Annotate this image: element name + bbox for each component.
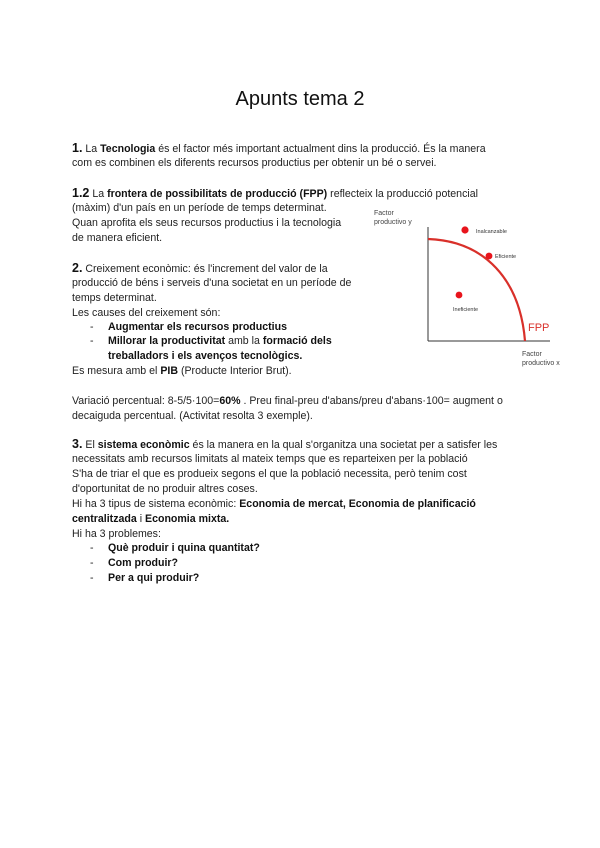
section-1-2-number: 1.2 xyxy=(72,186,90,200)
section-1-2-line-4: de manera eficient. xyxy=(72,232,163,244)
section-1-2-line-3: Quan aprofita els seus recursos productius i la tecnologia xyxy=(72,217,342,229)
section-3-line-2: necessitats amb recursos limitats al mateix temps que es reparteixen per la població xyxy=(72,453,468,465)
measure-line: Es mesura amb el PIB (Producte Interior Brut). xyxy=(72,365,292,377)
section-2-number: 2. xyxy=(72,261,83,275)
section-3-line-1: 3. El sistema econòmic és la manera en la qual s'organitza una societat per a satisfer les xyxy=(72,437,498,451)
fpp-label: FPP xyxy=(528,322,550,334)
bullet-dash: - xyxy=(90,557,94,569)
variation-line-1: Variació percentual: 8-5/5·100=60% . Preu final-preu d'abans/preu d'abans·100= augment o xyxy=(72,395,503,407)
problem-item-2: - Com produir? xyxy=(90,557,179,569)
problem-item-3: - Per a qui produir? xyxy=(90,572,200,584)
fpp-term: frontera de possibilitats de producció (FPP) xyxy=(107,188,328,200)
point-eficiente xyxy=(486,253,493,260)
point-inalcanzable xyxy=(461,226,468,233)
sistema-economic-term: sistema econòmic xyxy=(97,439,190,451)
cause-item-2-line-2: treballadors i els avenços tecnològics. xyxy=(108,350,303,362)
bullet-dash: - xyxy=(90,321,94,333)
point-ineficiente xyxy=(456,292,463,299)
bullet-dash: - xyxy=(90,335,94,347)
page-title: Apunts tema 2 xyxy=(235,88,365,110)
section-3-line-3: S'ha de triar el que es produeix segons el que la població necessita, però tenim cost xyxy=(72,468,467,480)
problems-intro: Hi ha 3 problemes: xyxy=(72,528,161,540)
section-3-line-4: d'oportunitat de no produir altres coses. xyxy=(72,483,258,495)
label-inalcanzable: Inalcanzable xyxy=(476,229,507,235)
section-1-2-line-2: (màxim) d'un país en un període de temps determinat. xyxy=(72,202,327,214)
section-1-line-2: com es combinen els diferents recursos productius per obtenir un bé o servei. xyxy=(72,157,437,169)
x-axis-label-2: productivo x xyxy=(522,360,560,367)
section-2-line-1: 2. Creixement econòmic: és l'increment del valor de la xyxy=(72,261,328,275)
variation-line-2: decaiguda percentual. (Activitat resolta 3 exemple). xyxy=(72,410,313,422)
y-axis-label-1: Factor xyxy=(374,210,394,217)
section-3-number: 3. xyxy=(72,437,83,451)
problem-item-1: - Què produir i quina quantitat? xyxy=(90,542,260,554)
bullet-dash: - xyxy=(90,542,94,554)
cause-item-1: - Augmentar els recursos productius xyxy=(90,321,287,333)
label-eficiente: Eficiente xyxy=(495,254,517,260)
section-1-2-line-1: 1.2 La frontera de possibilitats de producció (FPP) reflecteix la producció potencial xyxy=(72,186,478,200)
tecnologia-term: Tecnologia xyxy=(100,143,156,155)
types-line-2: centralitzada i Economia mixta. xyxy=(72,513,230,525)
label-ineficiente: Ineficiente xyxy=(453,307,479,313)
section-2-line-3: temps determinat. xyxy=(72,292,157,304)
section-1-number: 1. xyxy=(72,141,83,155)
section-1-line-1: 1. La Tecnologia és el factor més important actualment dins la producció. És la manera xyxy=(72,141,486,155)
types-line-1: Hi ha 3 tipus de sistema econòmic: Economia de mercat, Economia de planificació xyxy=(72,498,476,510)
bullet-dash: - xyxy=(90,572,94,584)
section-2-line-4: Les causes del creixement són: xyxy=(72,307,221,319)
section-2-line-2: producció de béns i serveis d'una societat en un període de xyxy=(72,277,352,289)
cause-item-2: - Millorar la productivitat amb la formació dels xyxy=(90,335,332,347)
y-axis-label-2: productivo y xyxy=(374,219,412,226)
x-axis-label-1: Factor xyxy=(522,351,542,358)
